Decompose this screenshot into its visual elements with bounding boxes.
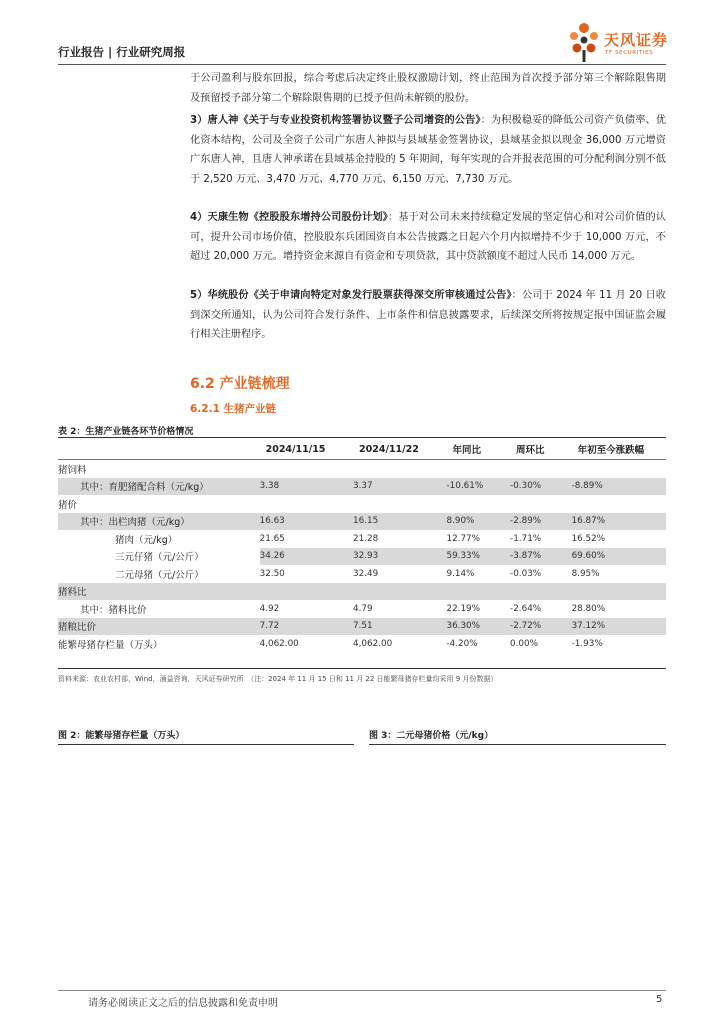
table-cell [260,460,353,478]
table-cell [260,583,353,601]
table-cell: -2.89% [510,513,572,531]
table-cell: 4,062.00 [259,638,299,649]
row-label: 猪饲料 [58,464,87,476]
table-row [58,513,666,531]
table-cell: 37.12% [572,618,666,636]
table-cell: 0.00% [510,638,538,649]
table-cell: -3.87% [510,548,572,566]
flower-logo-icon [566,20,602,64]
table-cell [572,460,666,478]
table-row [58,460,666,478]
paragraph-tiankang: 4）天康生物《控股股东增持公司股份计划》：基于对公司未来持续稳定发展的坚定信心和对公司价值的认可，提升公司市场价值，控股股东兵团国资自本公告披露之日起六个月内拟增持不少于 10,000 万元，不超过 20,000 万元。增持资金来源自有资金和专项贷款，其中贷款额度不超过人民币 14,000 万元。 [190,212,666,262]
table-cell: 32.50 [259,568,285,579]
table-cell: 8.90% [446,513,510,531]
table-cell: 28.80% [571,603,606,614]
figure-3-rule [369,744,666,745]
footer-divider [58,990,666,991]
table-cell: 36.30% [446,618,510,636]
subsection-heading: 6.2.1 生猪产业链 [190,403,277,415]
table-header-cell: 2024/11/22 [359,443,419,455]
table-cell: 32.93 [353,548,446,566]
table-cell: 21.65 [259,533,285,544]
row-label: 能繁母猪存栏量（万头） [58,639,163,651]
table-cell: 21.28 [353,533,379,544]
table-cell: -1.93% [571,638,603,649]
table-cell: 4,062.00 [353,638,393,649]
figure-3-title: 图 3：二元母猪价格（元/kg） [369,731,494,741]
table-cell: 69.60% [572,548,666,566]
brand-logo [566,20,676,66]
table-cell: -4.20% [446,638,478,649]
table-cell [572,583,666,601]
table-cell [353,460,446,478]
logo-name: 天风证券 [604,31,669,49]
table-header-cell: 年同比 [452,445,481,456]
table-cell [510,495,572,513]
table-top-rule [58,437,666,438]
paragraph-1: 于公司盈利与股东回报，综合考虑后决定终止股权激励计划，终止范围为首次授予部分第三个解除限售期及预留授予部分第二个解除限售期的已授予但尚未解锁的股份。 [190,73,666,104]
table-cell [353,495,446,513]
table-source-note: 资料来源：农业农村部，Wind，涌益咨询，天风证券研究所 （注：2024 年 11 月 15 日和 11 月 22 日能繁母猪存栏量均采用 9 月份数据） [58,675,498,683]
table-cell [510,583,572,601]
table-bottom-rule [58,668,666,669]
row-label: 猪肉（元/kg） [115,534,178,546]
table-cell [510,460,572,478]
table-cell: -2.64% [510,603,542,614]
table-cell [260,495,353,513]
table-cell: -2.72% [510,618,572,636]
table-cell: -0.30% [510,478,572,496]
table-header-row [58,439,666,460]
report-header-title: 行业报告 | 行业研究周报 [58,45,186,59]
row-label: 其中：猪料比价 [80,604,147,616]
table-cell [572,495,666,513]
table-cell: 3.38 [260,478,353,496]
paragraph-heading: 3）唐人神《关于与专业投资机构签署协议暨子公司增资的公告》 [190,115,481,126]
logo-subtitle: TF SECURITIES [605,50,654,56]
table-cell: -0.03% [510,568,542,579]
table-header-cell: 周环比 [516,445,545,456]
row-label: 三元仔猪（元/公斤） [58,548,260,566]
table-cell: 59.33% [446,548,510,566]
figure-2-title: 图 2：能繁母猪存栏量（万头） [58,731,185,741]
table-cell [446,460,510,478]
table-header-cell: 年初至今涨跌幅 [577,445,645,456]
table-row [58,548,666,566]
table-cell [446,583,510,601]
table-title: 表 2：生猪产业链各环节价格情况 [58,427,194,437]
table-cell: 22.19% [446,603,481,614]
table-row [58,600,666,618]
table-row [58,583,666,601]
page-number: 5 [656,994,663,1005]
table-cell: 16.87% [572,513,666,531]
table-row [58,635,666,653]
row-label: 猪价 [58,499,78,511]
table-row [58,618,666,636]
table-row [58,565,666,583]
footer-disclaimer: 请务必阅读正文之后的信息披露和免责申明 [88,998,278,1009]
table-cell: 4.79 [353,603,373,614]
table-cell: -8.89% [572,478,666,496]
table-cell: 34.26 [260,548,353,566]
table-cell: 16.15 [353,513,446,531]
paragraph-heading: 5）华统股份《关于申请向特定对象发行股票获得深交所审核通过公告》 [190,290,512,301]
table-row [58,495,666,513]
table-cell: 9.14% [446,568,475,579]
price-table [58,439,666,653]
table-cell: 32.49 [353,568,379,579]
table-cell: 4.92 [259,603,280,614]
row-label: 其中：出栏肉猪（元/kg） [58,513,260,531]
row-label: 二元母猪（元/公斤） [115,569,204,581]
table-cell [353,583,446,601]
figure-2-rule [58,744,354,745]
paragraph-huatong: 5）华统股份《关于申请向特定对象发行股票获得深交所审核通过公告》：公司于 2024 年 11 月 20 日收到深交所通知，认为公司符合发行条件、上市条件和信息披露要求，后续深交所将按规定报中国证监会履行相关注册程序。 [190,290,666,340]
table-row [58,478,666,496]
table-cell: 16.52% [571,533,606,544]
table-cell: 7.72 [260,618,353,636]
table-header-cell [58,439,260,460]
row-label: 猪粮比价 [58,618,260,636]
row-label: 猪料比 [58,583,260,601]
table-cell: -1.71% [510,533,542,544]
table-cell: 7.51 [353,618,446,636]
table-header-cell: 2024/11/15 [265,443,326,455]
table-cell [446,495,510,513]
table-cell: 16.63 [260,513,353,531]
paragraph-heading: 4）天康生物《控股股东增持公司股份计划》 [190,212,388,223]
table-cell: 3.37 [353,478,446,496]
paragraph-tangrenshen: 3）唐人神《关于与专业投资机构签署协议暨子公司增资的公告》：为积极稳妥的降低公司资产负债率、优化资本结构，公司及全资子公司广东唐人神拟与县域基金签署协议，县域基金拟以现金 36,000 万元增资广东唐人神，且唐人神承诺在县域基金持股的 5 年期间，每年实现的合并报表范围的可分配利润分别不低于 2,520 万元、3,470 万元、4,770 万元、6,150 万元、7,730 万元。 [190,115,666,185]
table-cell: 12.77% [446,533,481,544]
table-row [58,530,666,548]
table-cell: 8.95% [571,568,600,579]
table-cell: -10.61% [446,478,510,496]
section-heading: 6.2 产业链梳理 [190,376,290,392]
row-label: 其中：育肥猪配合料（元/kg） [58,478,260,496]
header-divider [58,64,666,65]
